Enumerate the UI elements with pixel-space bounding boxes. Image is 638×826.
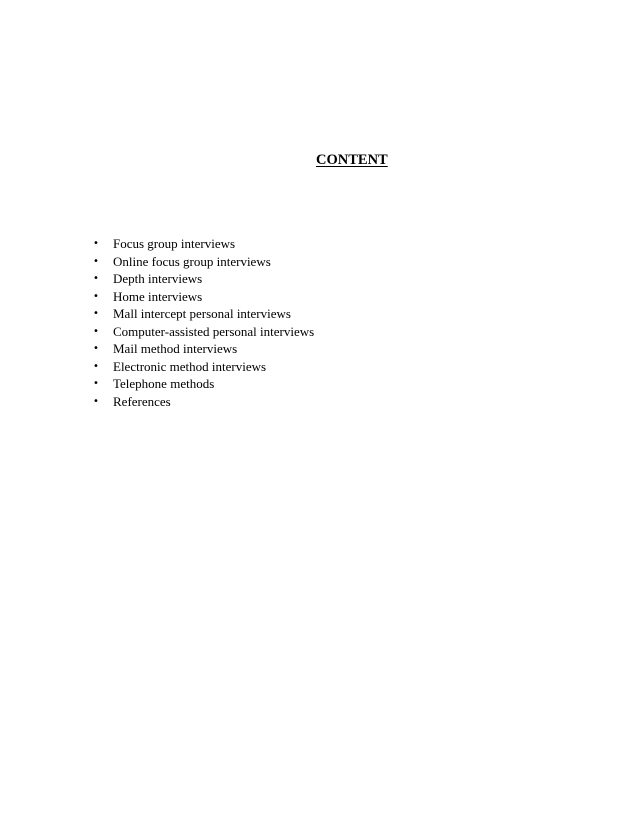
list-item-label: Mail method interviews	[113, 341, 238, 356]
bullet-icon: •	[93, 290, 99, 302]
page-title: CONTENT	[316, 152, 388, 168]
list-item-label: Computer-assisted personal interviews	[113, 323, 315, 339]
list-item-label: Focus group interviews	[113, 236, 236, 251]
list-item-label: Telephone methods	[113, 376, 215, 391]
bullet-icon: •	[93, 395, 99, 407]
bullet-icon: •	[93, 360, 99, 372]
bullet-icon: •	[93, 378, 99, 389]
bullet-icon: •	[93, 273, 99, 284]
bullet-icon: •	[93, 308, 99, 319]
list-item-label: Depth interviews	[113, 271, 203, 286]
bullet-icon: •	[93, 255, 99, 267]
list-item-label: Electronic method interviews	[113, 358, 267, 374]
bullet-icon: •	[93, 343, 99, 354]
list-item-label: References	[113, 393, 171, 409]
bullet-icon: •	[93, 238, 99, 249]
list-item-label: Mall intercept personal interviews	[113, 306, 291, 321]
list-item-label: Online focus group interviews	[113, 253, 271, 269]
bullet-icon: •	[93, 325, 99, 337]
list-item-label: Home interviews	[113, 288, 203, 304]
